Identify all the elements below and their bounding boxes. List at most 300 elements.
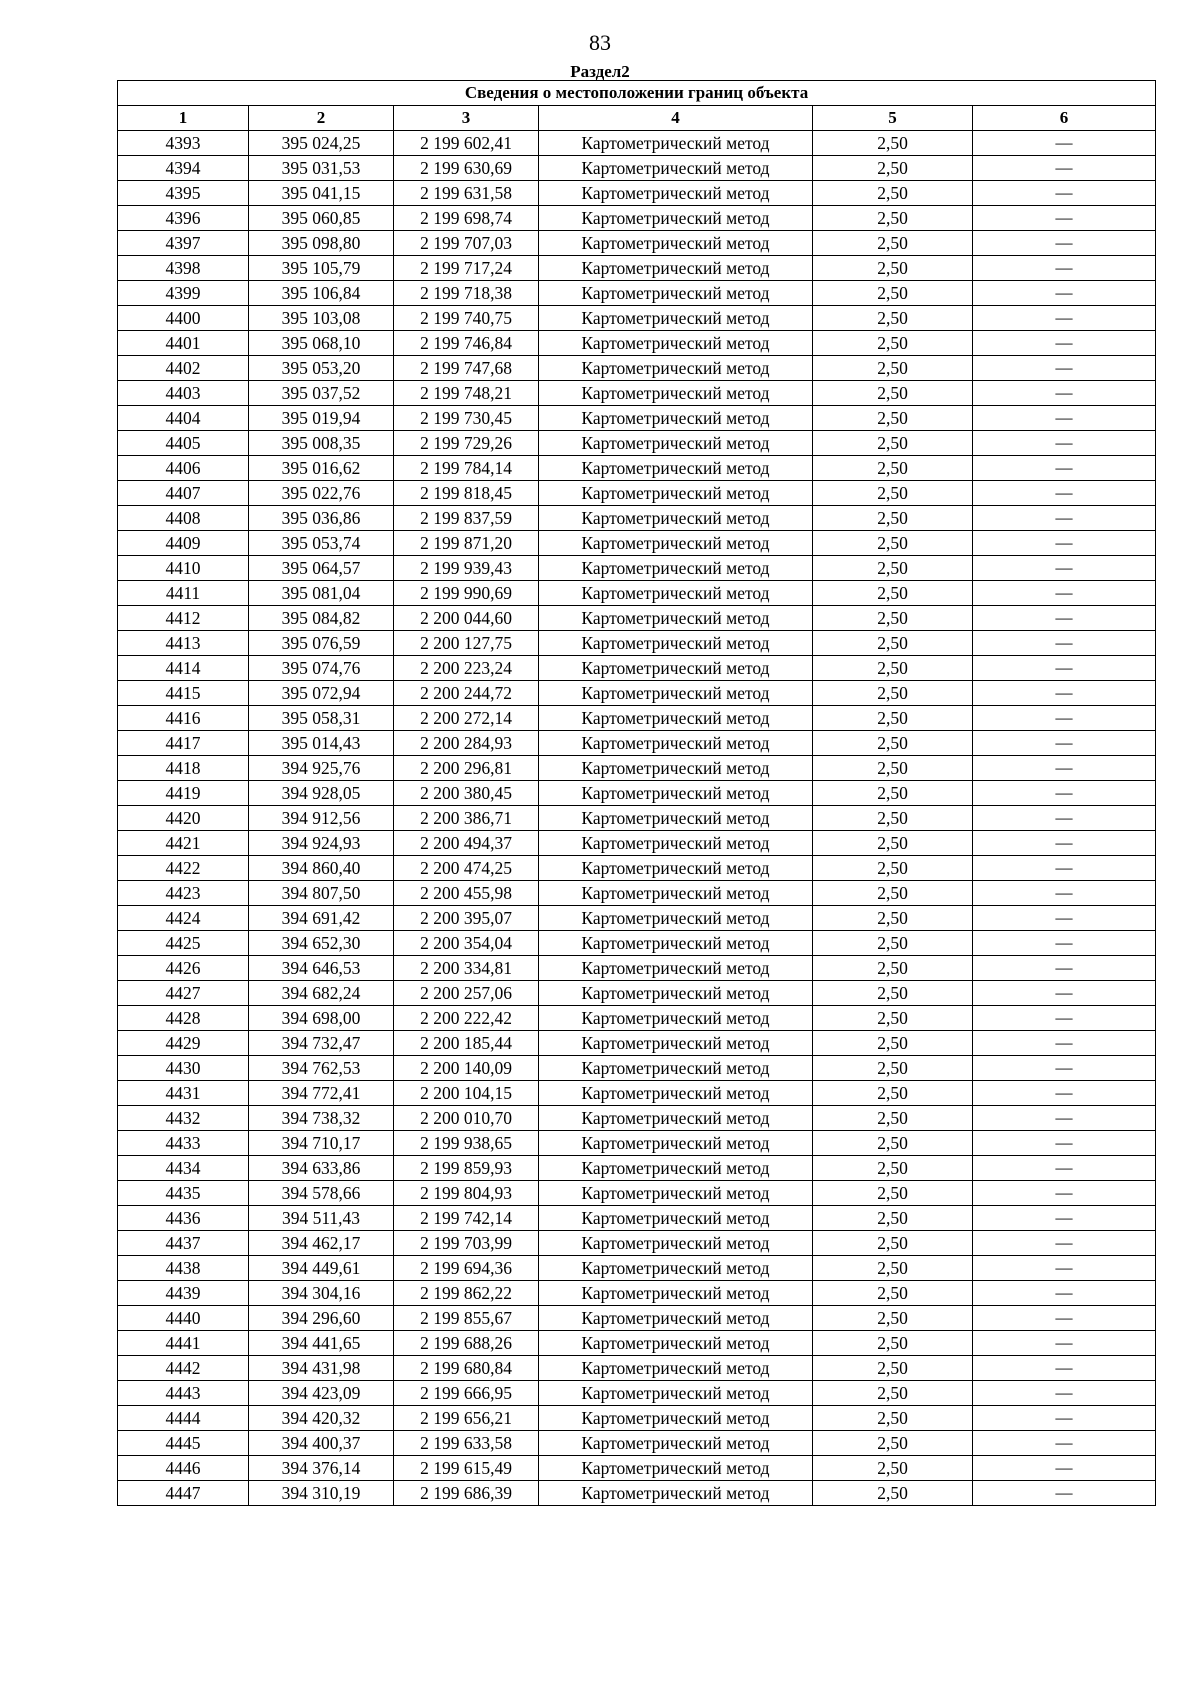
description-cell: — bbox=[973, 556, 1156, 581]
accuracy-cell: 2,50 bbox=[813, 1181, 973, 1206]
table-row bbox=[118, 181, 1156, 206]
x-coordinate-cell: 394 762,53 bbox=[249, 1056, 394, 1081]
method-cell: Картометрический метод bbox=[539, 356, 813, 381]
point-number-cell: 4420 bbox=[118, 806, 249, 831]
method-cell: Картометрический метод bbox=[539, 306, 813, 331]
table-row bbox=[118, 1181, 1156, 1206]
x-coordinate-cell: 394 652,30 bbox=[249, 931, 394, 956]
method-cell: Картометрический метод bbox=[539, 456, 813, 481]
point-number-cell: 4440 bbox=[118, 1306, 249, 1331]
y-coordinate-cell: 2 199 718,38 bbox=[394, 281, 539, 306]
x-coordinate-cell: 395 024,25 bbox=[249, 131, 394, 156]
x-coordinate-cell: 394 449,61 bbox=[249, 1256, 394, 1281]
accuracy-cell: 2,50 bbox=[813, 1331, 973, 1356]
y-coordinate-cell: 2 199 698,74 bbox=[394, 206, 539, 231]
y-coordinate-cell: 2 199 837,59 bbox=[394, 506, 539, 531]
method-cell: Картометрический метод bbox=[539, 856, 813, 881]
point-number-cell: 4396 bbox=[118, 206, 249, 231]
y-coordinate-cell: 2 199 990,69 bbox=[394, 581, 539, 606]
table-row bbox=[118, 231, 1156, 256]
y-coordinate-cell: 2 199 746,84 bbox=[394, 331, 539, 356]
table-row bbox=[118, 481, 1156, 506]
accuracy-cell: 2,50 bbox=[813, 531, 973, 556]
point-number-cell: 4417 bbox=[118, 731, 249, 756]
column-number-1: 1 bbox=[118, 106, 249, 131]
description-cell: — bbox=[973, 1456, 1156, 1481]
x-coordinate-cell: 395 060,85 bbox=[249, 206, 394, 231]
point-number-cell: 4439 bbox=[118, 1281, 249, 1306]
x-coordinate-cell: 394 441,65 bbox=[249, 1331, 394, 1356]
method-cell: Картометрический метод bbox=[539, 906, 813, 931]
column-number-3: 3 bbox=[394, 106, 539, 131]
description-cell: — bbox=[973, 606, 1156, 631]
description-cell: — bbox=[973, 381, 1156, 406]
y-coordinate-cell: 2 200 272,14 bbox=[394, 706, 539, 731]
y-coordinate-cell: 2 199 666,95 bbox=[394, 1381, 539, 1406]
description-cell: — bbox=[973, 806, 1156, 831]
boundary-table bbox=[117, 80, 1156, 1506]
method-cell: Картометрический метод bbox=[539, 156, 813, 181]
method-cell: Картометрический метод bbox=[539, 206, 813, 231]
description-cell: — bbox=[973, 1131, 1156, 1156]
y-coordinate-cell: 2 199 615,49 bbox=[394, 1456, 539, 1481]
method-cell: Картометрический метод bbox=[539, 1106, 813, 1131]
point-number-cell: 4419 bbox=[118, 781, 249, 806]
y-coordinate-cell: 2 199 804,93 bbox=[394, 1181, 539, 1206]
x-coordinate-cell: 394 860,40 bbox=[249, 856, 394, 881]
accuracy-cell: 2,50 bbox=[813, 431, 973, 456]
x-coordinate-cell: 395 106,84 bbox=[249, 281, 394, 306]
method-cell: Картометрический метод bbox=[539, 956, 813, 981]
method-cell: Картометрический метод bbox=[539, 1206, 813, 1231]
description-cell: — bbox=[973, 1381, 1156, 1406]
description-cell: — bbox=[973, 1231, 1156, 1256]
table-row bbox=[118, 1031, 1156, 1056]
y-coordinate-cell: 2 199 939,43 bbox=[394, 556, 539, 581]
table-row bbox=[118, 281, 1156, 306]
method-cell: Картометрический метод bbox=[539, 581, 813, 606]
description-cell: — bbox=[973, 1356, 1156, 1381]
method-cell: Картометрический метод bbox=[539, 881, 813, 906]
description-cell: — bbox=[973, 256, 1156, 281]
description-cell: — bbox=[973, 131, 1156, 156]
y-coordinate-cell: 2 200 380,45 bbox=[394, 781, 539, 806]
x-coordinate-cell: 395 103,08 bbox=[249, 306, 394, 331]
y-coordinate-cell: 2 199 602,41 bbox=[394, 131, 539, 156]
method-cell: Картометрический метод bbox=[539, 1056, 813, 1081]
accuracy-cell: 2,50 bbox=[813, 1031, 973, 1056]
table-row bbox=[118, 381, 1156, 406]
point-number-cell: 4438 bbox=[118, 1256, 249, 1281]
x-coordinate-cell: 394 420,32 bbox=[249, 1406, 394, 1431]
description-cell: — bbox=[973, 956, 1156, 981]
accuracy-cell: 2,50 bbox=[813, 456, 973, 481]
table-row bbox=[118, 156, 1156, 181]
table-row bbox=[118, 456, 1156, 481]
table-caption: Сведения о местоположении границ объекта bbox=[118, 81, 1156, 106]
method-cell: Картометрический метод bbox=[539, 406, 813, 431]
method-cell: Картометрический метод bbox=[539, 556, 813, 581]
table-row bbox=[118, 131, 1156, 156]
accuracy-cell: 2,50 bbox=[813, 831, 973, 856]
accuracy-cell: 2,50 bbox=[813, 631, 973, 656]
description-cell: — bbox=[973, 481, 1156, 506]
table-row bbox=[118, 856, 1156, 881]
point-number-cell: 4442 bbox=[118, 1356, 249, 1381]
y-coordinate-cell: 2 199 631,58 bbox=[394, 181, 539, 206]
point-number-cell: 4408 bbox=[118, 506, 249, 531]
column-number-4: 4 bbox=[539, 106, 813, 131]
point-number-cell: 4410 bbox=[118, 556, 249, 581]
x-coordinate-cell: 394 462,17 bbox=[249, 1231, 394, 1256]
method-cell: Картометрический метод bbox=[539, 431, 813, 456]
y-coordinate-cell: 2 200 334,81 bbox=[394, 956, 539, 981]
accuracy-cell: 2,50 bbox=[813, 1131, 973, 1156]
description-cell: — bbox=[973, 1081, 1156, 1106]
description-cell: — bbox=[973, 1206, 1156, 1231]
accuracy-cell: 2,50 bbox=[813, 931, 973, 956]
x-coordinate-cell: 394 304,16 bbox=[249, 1281, 394, 1306]
table-row bbox=[118, 1406, 1156, 1431]
accuracy-cell: 2,50 bbox=[813, 231, 973, 256]
table-row bbox=[118, 1131, 1156, 1156]
x-coordinate-cell: 395 053,74 bbox=[249, 531, 394, 556]
point-number-cell: 4430 bbox=[118, 1056, 249, 1081]
accuracy-cell: 2,50 bbox=[813, 1356, 973, 1381]
table-row bbox=[118, 906, 1156, 931]
description-cell: — bbox=[973, 1431, 1156, 1456]
point-number-cell: 4445 bbox=[118, 1431, 249, 1456]
boundary-table-container bbox=[117, 80, 1155, 1506]
table-row bbox=[118, 831, 1156, 856]
x-coordinate-cell: 395 037,52 bbox=[249, 381, 394, 406]
table-row bbox=[118, 631, 1156, 656]
point-number-cell: 4441 bbox=[118, 1331, 249, 1356]
method-cell: Картометрический метод bbox=[539, 981, 813, 1006]
accuracy-cell: 2,50 bbox=[813, 756, 973, 781]
table-row bbox=[118, 1281, 1156, 1306]
table-row bbox=[118, 581, 1156, 606]
description-cell: — bbox=[973, 1256, 1156, 1281]
x-coordinate-cell: 395 074,76 bbox=[249, 656, 394, 681]
y-coordinate-cell: 2 200 104,15 bbox=[394, 1081, 539, 1106]
description-cell: — bbox=[973, 931, 1156, 956]
y-coordinate-cell: 2 199 688,26 bbox=[394, 1331, 539, 1356]
method-cell: Картометрический метод bbox=[539, 606, 813, 631]
description-cell: — bbox=[973, 1481, 1156, 1506]
x-coordinate-cell: 394 925,76 bbox=[249, 756, 394, 781]
method-cell: Картометрический метод bbox=[539, 1431, 813, 1456]
description-cell: — bbox=[973, 431, 1156, 456]
accuracy-cell: 2,50 bbox=[813, 1056, 973, 1081]
point-number-cell: 4398 bbox=[118, 256, 249, 281]
page-number: 83 bbox=[589, 30, 611, 55]
method-cell: Картометрический метод bbox=[539, 831, 813, 856]
description-cell: — bbox=[973, 731, 1156, 756]
x-coordinate-cell: 394 511,43 bbox=[249, 1206, 394, 1231]
x-coordinate-cell: 395 084,82 bbox=[249, 606, 394, 631]
y-coordinate-cell: 2 199 938,65 bbox=[394, 1131, 539, 1156]
y-coordinate-cell: 2 199 862,22 bbox=[394, 1281, 539, 1306]
description-cell: — bbox=[973, 1056, 1156, 1081]
method-cell: Картометрический метод bbox=[539, 1481, 813, 1506]
accuracy-cell: 2,50 bbox=[813, 656, 973, 681]
accuracy-cell: 2,50 bbox=[813, 1281, 973, 1306]
y-coordinate-cell: 2 199 742,14 bbox=[394, 1206, 539, 1231]
accuracy-cell: 2,50 bbox=[813, 1231, 973, 1256]
method-cell: Картометрический метод bbox=[539, 706, 813, 731]
y-coordinate-cell: 2 199 747,68 bbox=[394, 356, 539, 381]
table-row bbox=[118, 931, 1156, 956]
table-row bbox=[118, 1156, 1156, 1181]
table-row bbox=[118, 756, 1156, 781]
x-coordinate-cell: 394 682,24 bbox=[249, 981, 394, 1006]
accuracy-cell: 2,50 bbox=[813, 206, 973, 231]
method-cell: Картометрический метод bbox=[539, 131, 813, 156]
y-coordinate-cell: 2 199 717,24 bbox=[394, 256, 539, 281]
method-cell: Картометрический метод bbox=[539, 1231, 813, 1256]
y-coordinate-cell: 2 200 140,09 bbox=[394, 1056, 539, 1081]
description-cell: — bbox=[973, 306, 1156, 331]
x-coordinate-cell: 395 076,59 bbox=[249, 631, 394, 656]
x-coordinate-cell: 394 732,47 bbox=[249, 1031, 394, 1056]
y-coordinate-cell: 2 199 680,84 bbox=[394, 1356, 539, 1381]
point-number-cell: 4394 bbox=[118, 156, 249, 181]
description-cell: — bbox=[973, 881, 1156, 906]
accuracy-cell: 2,50 bbox=[813, 881, 973, 906]
x-coordinate-cell: 395 053,20 bbox=[249, 356, 394, 381]
y-coordinate-cell: 2 199 859,93 bbox=[394, 1156, 539, 1181]
point-number-cell: 4393 bbox=[118, 131, 249, 156]
method-cell: Картометрический метод bbox=[539, 1156, 813, 1181]
y-coordinate-cell: 2 199 729,26 bbox=[394, 431, 539, 456]
table-row bbox=[118, 356, 1156, 381]
method-cell: Картометрический метод bbox=[539, 806, 813, 831]
point-number-cell: 4405 bbox=[118, 431, 249, 456]
x-coordinate-cell: 395 014,43 bbox=[249, 731, 394, 756]
accuracy-cell: 2,50 bbox=[813, 781, 973, 806]
y-coordinate-cell: 2 200 354,04 bbox=[394, 931, 539, 956]
point-number-cell: 4414 bbox=[118, 656, 249, 681]
description-cell: — bbox=[973, 1406, 1156, 1431]
table-row bbox=[118, 1381, 1156, 1406]
point-number-cell: 4434 bbox=[118, 1156, 249, 1181]
table-row bbox=[118, 781, 1156, 806]
x-coordinate-cell: 395 031,53 bbox=[249, 156, 394, 181]
column-number-6: 6 bbox=[973, 106, 1156, 131]
column-number-5: 5 bbox=[813, 106, 973, 131]
table-row bbox=[118, 1231, 1156, 1256]
accuracy-cell: 2,50 bbox=[813, 1406, 973, 1431]
point-number-cell: 4437 bbox=[118, 1231, 249, 1256]
method-cell: Картометрический метод bbox=[539, 1356, 813, 1381]
method-cell: Картометрический метод bbox=[539, 506, 813, 531]
method-cell: Картометрический метод bbox=[539, 231, 813, 256]
table-row bbox=[118, 256, 1156, 281]
x-coordinate-cell: 395 098,80 bbox=[249, 231, 394, 256]
description-cell: — bbox=[973, 681, 1156, 706]
accuracy-cell: 2,50 bbox=[813, 1306, 973, 1331]
accuracy-cell: 2,50 bbox=[813, 1156, 973, 1181]
point-number-cell: 4416 bbox=[118, 706, 249, 731]
x-coordinate-cell: 395 022,76 bbox=[249, 481, 394, 506]
x-coordinate-cell: 394 431,98 bbox=[249, 1356, 394, 1381]
table-row bbox=[118, 1481, 1156, 1506]
accuracy-cell: 2,50 bbox=[813, 1256, 973, 1281]
y-coordinate-cell: 2 200 010,70 bbox=[394, 1106, 539, 1131]
x-coordinate-cell: 394 423,09 bbox=[249, 1381, 394, 1406]
accuracy-cell: 2,50 bbox=[813, 581, 973, 606]
accuracy-cell: 2,50 bbox=[813, 906, 973, 931]
method-cell: Картометрический метод bbox=[539, 256, 813, 281]
accuracy-cell: 2,50 bbox=[813, 1006, 973, 1031]
x-coordinate-cell: 395 058,31 bbox=[249, 706, 394, 731]
x-coordinate-cell: 395 081,04 bbox=[249, 581, 394, 606]
method-cell: Картометрический метод bbox=[539, 531, 813, 556]
table-row bbox=[118, 656, 1156, 681]
table-row bbox=[118, 1306, 1156, 1331]
description-cell: — bbox=[973, 356, 1156, 381]
y-coordinate-cell: 2 200 386,71 bbox=[394, 806, 539, 831]
point-number-cell: 4422 bbox=[118, 856, 249, 881]
y-coordinate-cell: 2 199 686,39 bbox=[394, 1481, 539, 1506]
method-cell: Картометрический метод bbox=[539, 1256, 813, 1281]
table-row bbox=[118, 1056, 1156, 1081]
method-cell: Картометрический метод bbox=[539, 1456, 813, 1481]
description-cell: — bbox=[973, 856, 1156, 881]
table-row bbox=[118, 306, 1156, 331]
point-number-cell: 4412 bbox=[118, 606, 249, 631]
point-number-cell: 4403 bbox=[118, 381, 249, 406]
point-number-cell: 4424 bbox=[118, 906, 249, 931]
method-cell: Картометрический метод bbox=[539, 1281, 813, 1306]
x-coordinate-cell: 394 633,86 bbox=[249, 1156, 394, 1181]
accuracy-cell: 2,50 bbox=[813, 1381, 973, 1406]
y-coordinate-cell: 2 200 044,60 bbox=[394, 606, 539, 631]
point-number-cell: 4425 bbox=[118, 931, 249, 956]
method-cell: Картометрический метод bbox=[539, 1006, 813, 1031]
y-coordinate-cell: 2 200 223,24 bbox=[394, 656, 539, 681]
description-cell: — bbox=[973, 631, 1156, 656]
y-coordinate-cell: 2 200 244,72 bbox=[394, 681, 539, 706]
point-number-cell: 4411 bbox=[118, 581, 249, 606]
method-cell: Картометрический метод bbox=[539, 781, 813, 806]
point-number-cell: 4444 bbox=[118, 1406, 249, 1431]
table-body bbox=[118, 131, 1156, 1506]
table-row bbox=[118, 531, 1156, 556]
x-coordinate-cell: 394 738,32 bbox=[249, 1106, 394, 1131]
table-row bbox=[118, 681, 1156, 706]
point-number-cell: 4406 bbox=[118, 456, 249, 481]
accuracy-cell: 2,50 bbox=[813, 356, 973, 381]
method-cell: Картометрический метод bbox=[539, 381, 813, 406]
table-row bbox=[118, 1456, 1156, 1481]
y-coordinate-cell: 2 200 185,44 bbox=[394, 1031, 539, 1056]
point-number-cell: 4397 bbox=[118, 231, 249, 256]
method-cell: Картометрический метод bbox=[539, 931, 813, 956]
point-number-cell: 4413 bbox=[118, 631, 249, 656]
description-cell: — bbox=[973, 331, 1156, 356]
point-number-cell: 4435 bbox=[118, 1181, 249, 1206]
accuracy-cell: 2,50 bbox=[813, 1481, 973, 1506]
point-number-cell: 4426 bbox=[118, 956, 249, 981]
point-number-cell: 4436 bbox=[118, 1206, 249, 1231]
point-number-cell: 4423 bbox=[118, 881, 249, 906]
x-coordinate-cell: 395 016,62 bbox=[249, 456, 394, 481]
point-number-cell: 4407 bbox=[118, 481, 249, 506]
description-cell: — bbox=[973, 406, 1156, 431]
accuracy-cell: 2,50 bbox=[813, 481, 973, 506]
y-coordinate-cell: 2 199 707,03 bbox=[394, 231, 539, 256]
table-row bbox=[118, 606, 1156, 631]
table-row bbox=[118, 506, 1156, 531]
accuracy-cell: 2,50 bbox=[813, 406, 973, 431]
method-cell: Картометрический метод bbox=[539, 1381, 813, 1406]
y-coordinate-cell: 2 199 730,45 bbox=[394, 406, 539, 431]
table-row bbox=[118, 1006, 1156, 1031]
description-cell: — bbox=[973, 506, 1156, 531]
x-coordinate-cell: 394 646,53 bbox=[249, 956, 394, 981]
table-row bbox=[118, 331, 1156, 356]
x-coordinate-cell: 395 041,15 bbox=[249, 181, 394, 206]
x-coordinate-cell: 395 019,94 bbox=[249, 406, 394, 431]
method-cell: Картометрический метод bbox=[539, 1331, 813, 1356]
y-coordinate-cell: 2 200 494,37 bbox=[394, 831, 539, 856]
method-cell: Картометрический метод bbox=[539, 481, 813, 506]
y-coordinate-cell: 2 199 694,36 bbox=[394, 1256, 539, 1281]
y-coordinate-cell: 2 200 127,75 bbox=[394, 631, 539, 656]
accuracy-cell: 2,50 bbox=[813, 606, 973, 631]
description-cell: — bbox=[973, 206, 1156, 231]
x-coordinate-cell: 395 068,10 bbox=[249, 331, 394, 356]
table-row bbox=[118, 1356, 1156, 1381]
method-cell: Картометрический метод bbox=[539, 331, 813, 356]
table-row bbox=[118, 431, 1156, 456]
x-coordinate-cell: 394 691,42 bbox=[249, 906, 394, 931]
point-number-cell: 4427 bbox=[118, 981, 249, 1006]
x-coordinate-cell: 394 912,56 bbox=[249, 806, 394, 831]
table-row bbox=[118, 1081, 1156, 1106]
y-coordinate-cell: 2 200 222,42 bbox=[394, 1006, 539, 1031]
point-number-cell: 4415 bbox=[118, 681, 249, 706]
description-cell: — bbox=[973, 706, 1156, 731]
accuracy-cell: 2,50 bbox=[813, 731, 973, 756]
x-coordinate-cell: 395 064,57 bbox=[249, 556, 394, 581]
point-number-cell: 4432 bbox=[118, 1106, 249, 1131]
description-cell: — bbox=[973, 1181, 1156, 1206]
y-coordinate-cell: 2 200 395,07 bbox=[394, 906, 539, 931]
y-coordinate-cell: 2 199 656,21 bbox=[394, 1406, 539, 1431]
description-cell: — bbox=[973, 981, 1156, 1006]
x-coordinate-cell: 394 710,17 bbox=[249, 1131, 394, 1156]
accuracy-cell: 2,50 bbox=[813, 381, 973, 406]
accuracy-cell: 2,50 bbox=[813, 506, 973, 531]
y-coordinate-cell: 2 199 748,21 bbox=[394, 381, 539, 406]
method-cell: Картометрический метод bbox=[539, 631, 813, 656]
accuracy-cell: 2,50 bbox=[813, 681, 973, 706]
accuracy-cell: 2,50 bbox=[813, 981, 973, 1006]
table-row bbox=[118, 1431, 1156, 1456]
y-coordinate-cell: 2 200 284,93 bbox=[394, 731, 539, 756]
accuracy-cell: 2,50 bbox=[813, 281, 973, 306]
x-coordinate-cell: 395 036,86 bbox=[249, 506, 394, 531]
point-number-cell: 4447 bbox=[118, 1481, 249, 1506]
description-cell: — bbox=[973, 756, 1156, 781]
point-number-cell: 4428 bbox=[118, 1006, 249, 1031]
y-coordinate-cell: 2 200 474,25 bbox=[394, 856, 539, 881]
method-cell: Картометрический метод bbox=[539, 1081, 813, 1106]
description-cell: — bbox=[973, 831, 1156, 856]
